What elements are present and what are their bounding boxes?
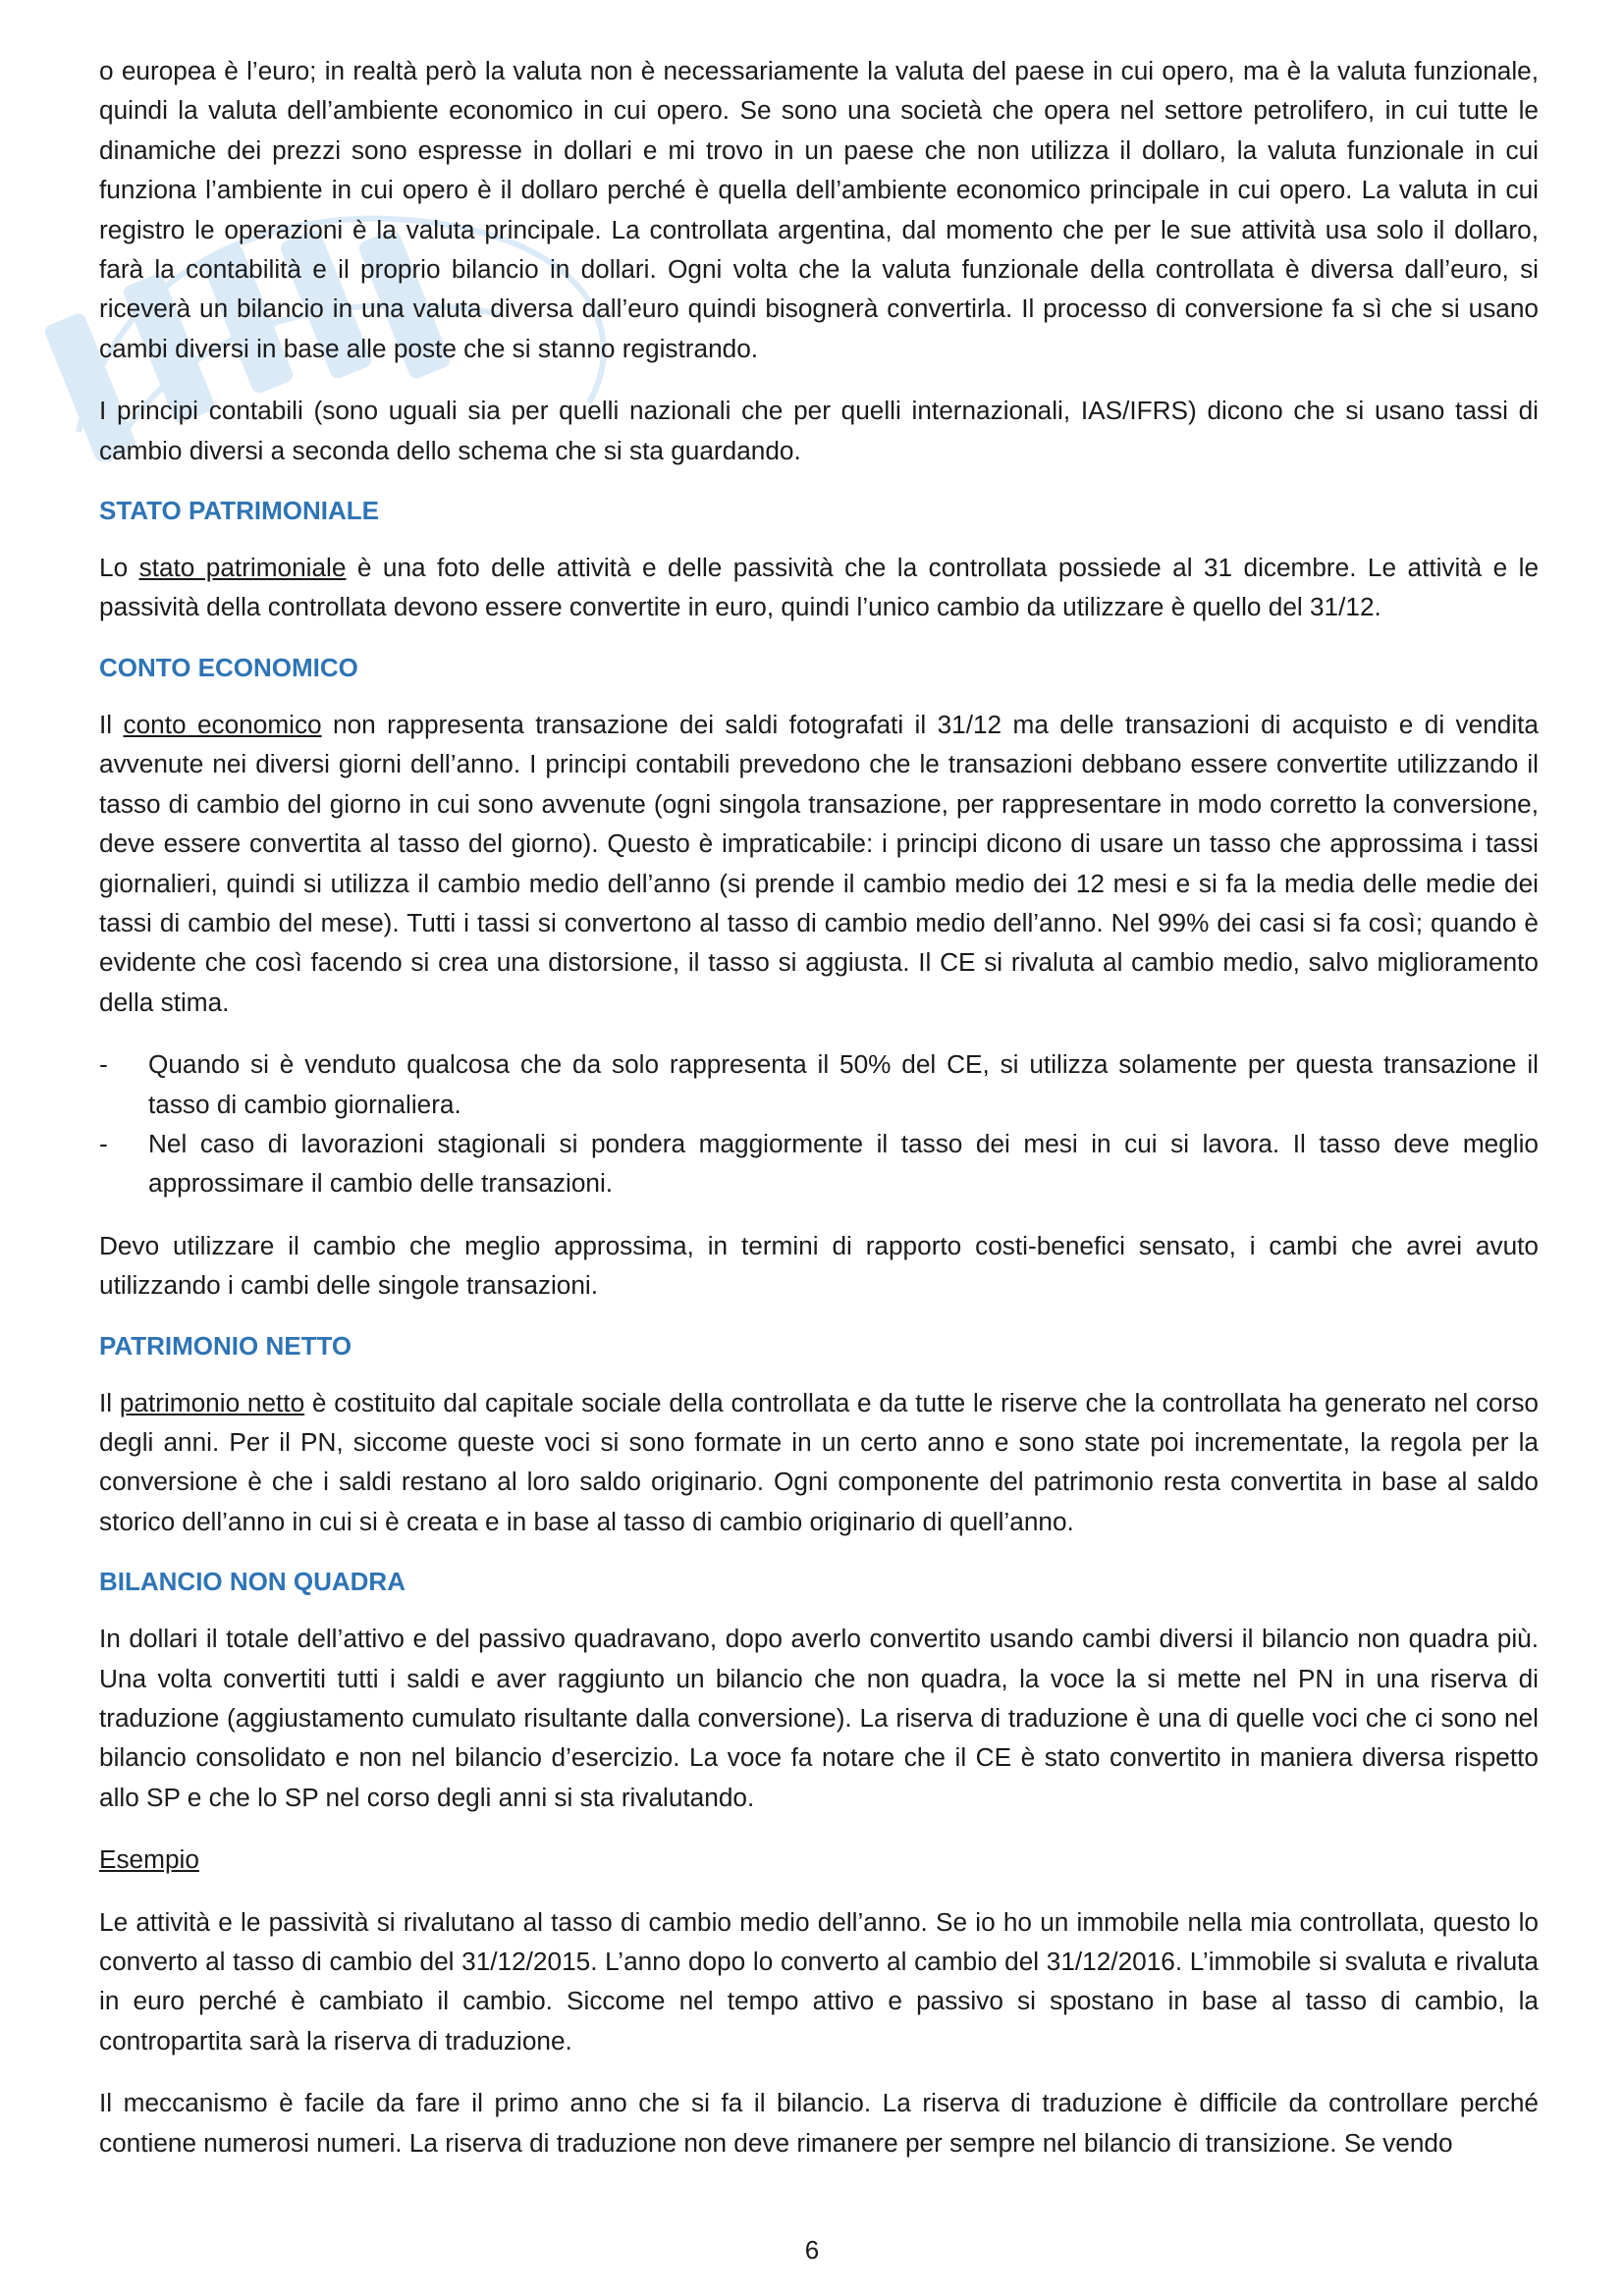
paragraph-stato-patrimoniale bbox=[99, 548, 1539, 627]
paragraph-bilancio-non-quadra: In dollari il totale dell’attivo e del passivo quadravano, dopo averlo convertito usando cambi diversi il bilancio non quadra più. Una volta convertiti tutti i saldi e aver raggiunto un bilancio che non quadra, la voce la si mette nel PN in una riserva di traduzione (aggiustamento cumulato risultante dalla conversione). La riserva di traduzione è una di quelle voci che ci sono nel bilancio consolidato e non nel bilancio d’esercizio. La voce fa notare che il CE è stato convertito in maniera diversa rispetto allo SP e che lo SP nel corso degli anni si sta rivalutando. bbox=[99, 1624, 1539, 1812]
pn-prefix: Il bbox=[99, 1387, 120, 1417]
sp-prefix: Lo bbox=[99, 553, 139, 583]
term-stato-patrimoniale: stato patrimoniale bbox=[138, 553, 347, 583]
ce-body: non rappresenta transazione dei saldi fotografati il 31/12 ma delle transazioni di acquisto e di vendita avvenute nei diversi giorni dell’anno. I principi contabili prevedono che le transazioni debbano essere convertite utilizzando il tasso di cambio del giorno in cui sono avvenute (ogni singola transazione, per rappresentare in modo corretto la conversione, deve essere convertita al tasso del giorno). Questo è impraticabile: i principi dicono di usare un tasso che approssima i tassi giornalieri, quindi si utilizza il cambio medio dell’anno (si prende il cambio medio dei 12 mesi e si fa la media delle medie dei tassi di cambio del mese). Tutti i tassi si convertono al tasso di cambio medio dell’anno. Nel 99% dei casi si fa così; quando è evidente che così facendo si crea una distorsione, il tasso si aggiusta. Il CE si rivaluta al cambio medio, salvo miglioramento della stima. bbox=[99, 709, 1539, 1017]
list-item: - Quando si è venduto qualcosa che da solo rappresenta il 50% del CE, si utilizza solamente per questa transazione il tasso di cambio giornaliera. bbox=[99, 1044, 1539, 1124]
heading-stato-patrimoniale: STATO PATRIMONIALE bbox=[99, 496, 380, 526]
paragraph-meccanismo: Il meccanismo è facile da fare il primo anno che si fa il bilancio. La riserva di traduzione è difficile da controllare perché contiene numerosi numeri. La riserva di traduzione non deve rimanere per sempre nel bilancio di transizione. Se vendo bbox=[99, 2088, 1539, 2158]
label-esempio: Esempio bbox=[99, 1844, 199, 1875]
term-conto-economico: conto economico bbox=[123, 709, 322, 739]
paragraph-cambio: Devo utilizzare il cambio che meglio approssima, in termini di rapporto costi-benefici sensato, i cambi che avrei avuto utilizzando i cambi delle singole transazioni. bbox=[99, 1230, 1539, 1301]
page-number: 6 bbox=[804, 2235, 820, 2265]
heading-conto-economico: CONTO ECONOMICO bbox=[99, 652, 358, 682]
paragraph-esempio: Le attività e le passività si rivalutano al tasso di cambio medio dell’anno. Se io ho un immobile nella mia controllata, questo lo converto al tasso di cambio del 31/12/2015. L’anno dopo lo converto al cambio del 31/12/2016. L’immobile si svaluta e rivaluta in euro perché è cambiato il cambio. Siccome nel tempo attivo e passivo si spostano in base al tasso di cambio, la contropartita sarà la riserva di traduzione. bbox=[99, 1906, 1539, 2056]
document-body bbox=[99, 51, 1539, 2185]
paragraph-principi-contabili: I principi contabili (sono uguali sia per quelli nazionali che per quelli internazionali, IAS/IFRS) dicono che si usano tassi di cambio diversi a seconda dello schema che si sta guardando. bbox=[99, 396, 1539, 465]
paragraph-valuta-funzionale: o europea è l’euro; in realtà però la valuta non è necessariamente la valuta del paese in cui opero, ma è la valuta funzionale, quindi la valuta dell’ambiente economico in cui opero. Se sono una società che opera nel settore petrolifero, in cui tutte le dinamiche dei prezzi sono espresse in dollari e mi trovo in un paese che non utilizza il dollaro, la valuta funzionale in cui funziona l’ambiente in cui opero è il dollaro perché è quella dell’ambiente economico principale in cui opero. La valuta in cui registro le operazioni è la valuta principale. La controllata argentina, dal momento che per le sue attività usa solo il dollaro, farà la contabilità e il proprio bilancio in dollari. Ogni volta che la valuta funzionale della controllata è diversa dall’euro, si riceverà un bilancio in una valuta diversa dall’euro quindi bisognerà convertirla. Il processo di conversione fa sì che si usano cambi diversi in base alle poste che si stanno registrando. bbox=[99, 56, 1539, 363]
heading-patrimonio-netto: PATRIMONIO NETTO bbox=[99, 1330, 352, 1361]
paragraph-patrimonio-netto bbox=[99, 1383, 1539, 1542]
paragraph-conto-economico bbox=[99, 705, 1539, 1022]
bullet-list bbox=[99, 1044, 1539, 1203]
list-item: - Nel caso di lavorazioni stagionali si pondera maggiormente il tasso dei mesi in cui si lavora. Il tasso deve meglio approssimare il cambio delle transazioni. bbox=[99, 1124, 1539, 1203]
pn-body: è costituito dal capitale sociale della controllata e da tutte le riserve che la controllata ha generato nel corso degli anni. Per il PN, siccome queste voci si sono formate in un certo anno e sono state poi incrementate, la regola per la conversione è che i saldi restano al loro saldo originario. Ogni componente del patrimonio resta convertita in base al saldo storico dell’anno in cui si è creata e in base al tasso di cambio originario di quell’anno. bbox=[99, 1387, 1539, 1536]
sp-body: è una foto delle attività e delle passività che la controllata possiede al 31 dicembre. Le attività e le passività della controllata devono essere convertite in euro, quindi l’unico cambio da utilizzare è quello del 31/12. bbox=[99, 553, 1540, 622]
ce-prefix: Il bbox=[99, 709, 124, 739]
heading-bilancio-non-quadra: BILANCIO NON QUADRA bbox=[99, 1567, 406, 1597]
term-patrimonio-netto: patrimonio netto bbox=[119, 1387, 305, 1417]
